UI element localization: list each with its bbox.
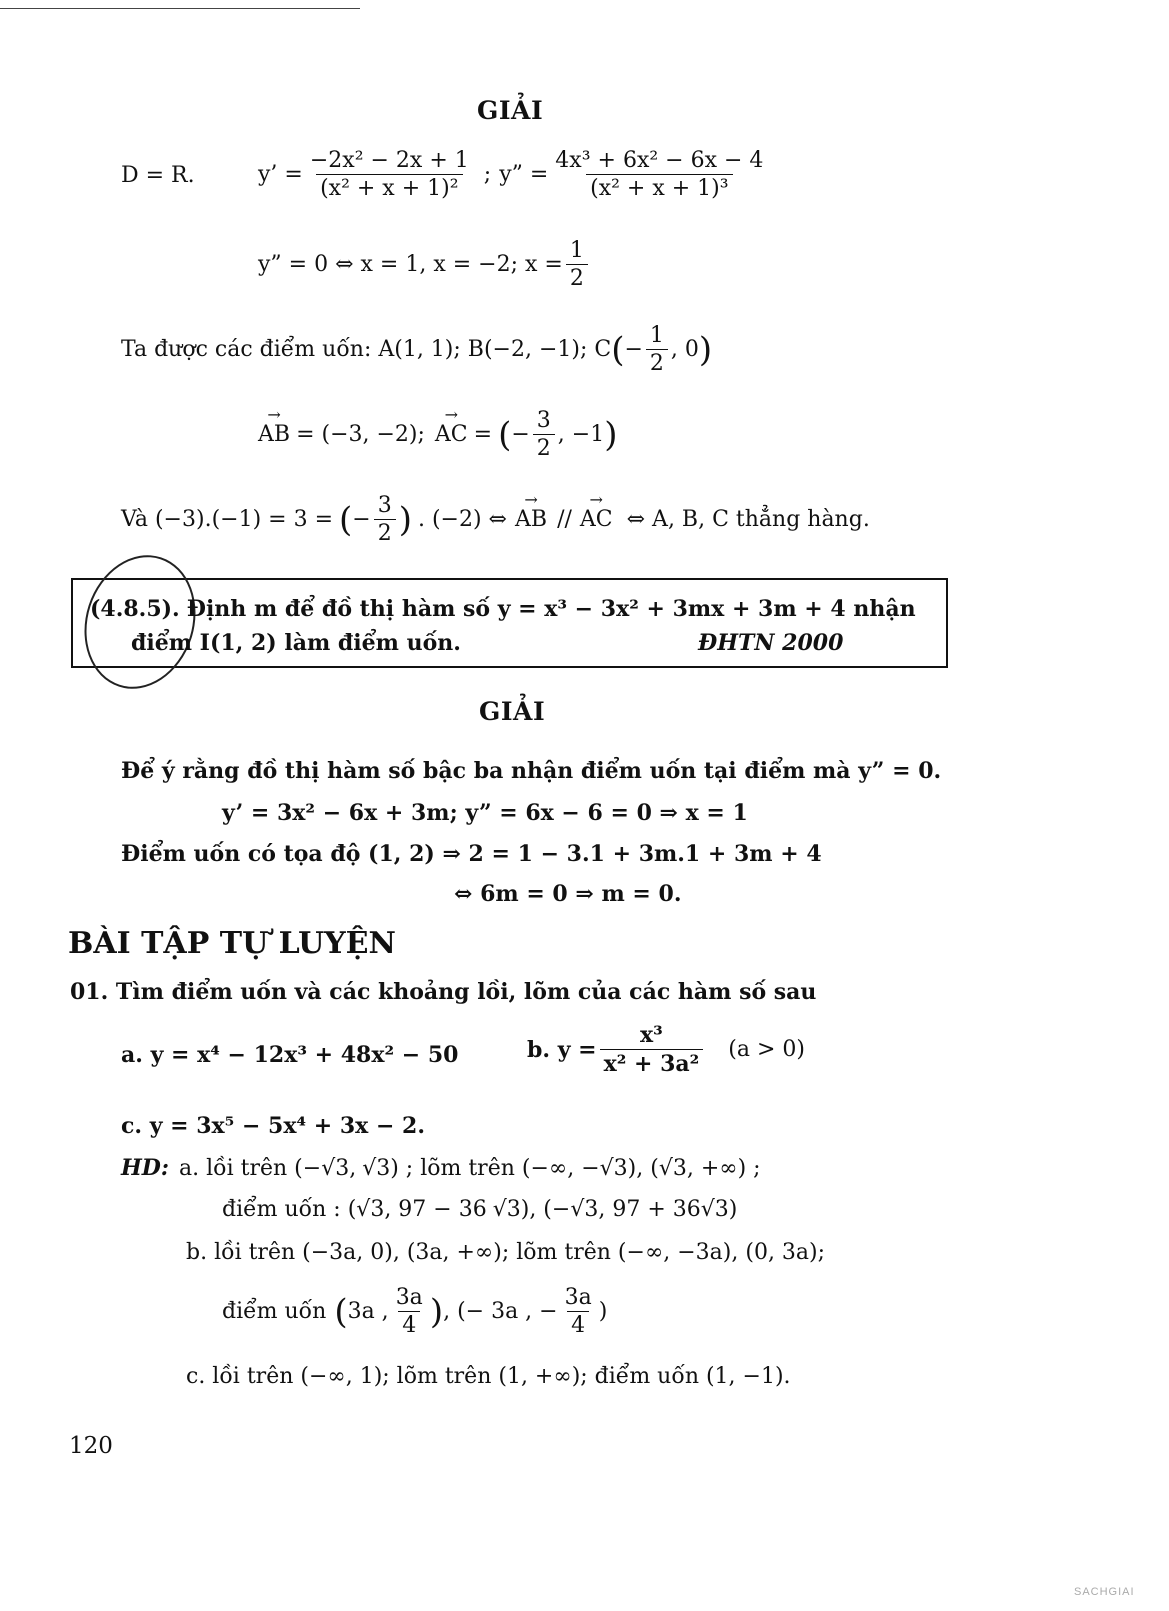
- hint-a1-end: , +∞) ;: [686, 1155, 761, 1181]
- vector-ac-numerator: 3: [536, 408, 551, 433]
- hint-b2-end: ): [598, 1299, 608, 1324]
- vector-ab-value: = (−3, −2);: [296, 422, 425, 447]
- point-c-numerator: 1: [649, 323, 664, 348]
- root-denominator: 2: [566, 264, 588, 291]
- hint-a-line-1: [121, 1155, 761, 1181]
- ydouble-lhs: y” =: [499, 162, 549, 187]
- hint-b2-numerator-1: 3a: [395, 1285, 423, 1310]
- hint-a1-mid-2: ), (: [627, 1155, 659, 1181]
- conclusion-start: Và (−3).(−1) = 3 =: [121, 507, 334, 532]
- vector-ac: → AC: [580, 507, 613, 532]
- conclusion-denominator: 2: [374, 519, 396, 546]
- root-numerator: 1: [569, 238, 584, 263]
- exercise-b-fraction: [600, 1022, 704, 1077]
- problem-text-1: Định m để đồ thị hàm số y = x³ − 3x² + 3mx + 3m + 4 nhận: [186, 596, 916, 622]
- vector-ac: → AC: [435, 422, 468, 447]
- conclusion-sign: −: [352, 507, 371, 532]
- vector-ac-tail: , −1: [557, 422, 605, 447]
- hint-b2-fraction-2: [561, 1285, 596, 1338]
- problem-source: ĐHTN 2000: [698, 630, 844, 656]
- exercise-b-condition: (a > 0): [728, 1037, 805, 1062]
- ydouble-fraction: [551, 148, 767, 201]
- paren-open: (: [339, 499, 353, 540]
- paren-close: ): [698, 329, 713, 370]
- vectors-line: [258, 408, 617, 461]
- hint-a-line-2: [222, 1197, 737, 1222]
- solution-heading: GIẢI: [477, 96, 544, 125]
- sqrt-3: √3: [658, 1155, 687, 1181]
- vector-ac-fraction: [533, 408, 555, 461]
- paren-open: (: [334, 1291, 348, 1332]
- problem-line-1: [90, 596, 916, 622]
- top-rule: [0, 8, 360, 9]
- point-c-sign: −: [624, 337, 643, 362]
- watermark: SACHGIAI: [1074, 1586, 1135, 1598]
- sqrt-3: √3: [356, 1197, 385, 1222]
- exercise-b-numerator: x³: [640, 1022, 663, 1048]
- vector-ac-denominator: 2: [533, 434, 555, 461]
- yprime-denominator: (x² + x + 1)²: [316, 174, 462, 201]
- hint-a2-end: ): [728, 1197, 738, 1222]
- solution-line-1: Để ý rằng đồ thị hàm số bậc ba nhận điểm uốn tại điểm mà y” = 0.: [121, 758, 942, 784]
- conclusion-fraction: [374, 493, 396, 546]
- paren-close: ): [604, 414, 618, 455]
- hint-b2-denominator-1: 4: [398, 1311, 420, 1338]
- solution-line-3: Điểm uốn có tọa độ (1, 2) ⇒ 2 = 1 − 3.1 + 3m.1 + 3m + 4: [121, 841, 822, 867]
- vector-ab: → AB: [515, 507, 547, 532]
- hint-a1-sep: ,: [349, 1155, 357, 1181]
- paren-open: (: [498, 414, 512, 455]
- hint-label: HD:: [121, 1155, 169, 1181]
- hint-a2-mid-3: , 97 + 36: [598, 1197, 701, 1222]
- yprime-numerator: −2x² − 2x + 1: [309, 148, 469, 173]
- hint-b2-fraction-1: [392, 1285, 427, 1338]
- sqrt-3: √3: [321, 1155, 350, 1181]
- paren-open: (: [611, 329, 625, 370]
- hint-a2-mid-2: ), (−: [520, 1197, 571, 1222]
- point-c-denominator: 2: [646, 349, 668, 376]
- hint-b2-mid: , (− 3a , −: [443, 1299, 558, 1324]
- yprime-lhs: y’ =: [258, 162, 303, 187]
- roots-text: y” = 0 ⇔ x = 1, x = −2; x =: [258, 252, 563, 277]
- inflection-points-line: [121, 323, 712, 376]
- hint-b-line-2: [222, 1285, 607, 1338]
- ydouble-numerator: 4x³ + 6x² − 6x − 4: [555, 148, 764, 173]
- exercise-a: a. y = x⁴ − 12x³ + 48x² − 50: [121, 1042, 459, 1068]
- derivatives-line: [258, 148, 770, 201]
- hint-c-line: c. lồi trên (−∞, 1); lõm trên (1, +∞); điểm uốn (1, −1).: [186, 1364, 791, 1389]
- sqrt-3: √3: [492, 1197, 521, 1222]
- sqrt-3: √3: [570, 1197, 599, 1222]
- ydouble-denominator: (x² + x + 1)³: [586, 174, 732, 201]
- vector-ab: → AB: [258, 422, 290, 447]
- solution-line-4: ⇔ 6m = 0 ⇒ m = 0.: [454, 881, 682, 907]
- conclusion-line: [121, 493, 870, 546]
- sqrt-3: √3: [599, 1155, 628, 1181]
- exercise-question: 01. Tìm điểm uốn và các khoảng lồi, lõm của các hàm số sau: [70, 979, 817, 1005]
- paren-close: ): [429, 1291, 444, 1332]
- hint-b2-pre: điểm uốn: [222, 1299, 327, 1324]
- problem-text-2: điểm I(1, 2) làm điểm uốn.: [131, 630, 461, 656]
- exercises-title: BÀI TẬP TỰ LUYỆN: [68, 926, 396, 961]
- separator: ;: [483, 162, 492, 187]
- hint-b2-numerator-2: 3a: [564, 1285, 592, 1310]
- exercise-b-denominator: x² + 3a²: [600, 1049, 704, 1077]
- handwritten-circle: [68, 541, 213, 704]
- domain-text: D = R.: [121, 163, 195, 188]
- hint-a2-mid-1: , 97 − 36: [384, 1197, 487, 1222]
- yprime-fraction: [306, 148, 473, 201]
- conclusion-numerator: 3: [377, 493, 392, 518]
- conclusion-end: ⇔ A, B, C thẳng hàng.: [626, 507, 870, 532]
- sqrt-3: √3: [700, 1197, 729, 1222]
- paren-close: ): [398, 499, 412, 540]
- roots-line: [258, 238, 591, 291]
- solution-line-2: y’ = 3x² − 6x + 3m; y” = 6x − 6 = 0 ⇒ x = 1: [222, 800, 748, 826]
- conclusion-mid: . (−2) ⇔: [417, 507, 507, 532]
- exercise-c: c. y = 3x⁵ − 5x⁴ + 3x − 2.: [121, 1113, 426, 1139]
- problem-number: (4.8.5).: [90, 596, 180, 622]
- vector-ac-sign: −: [511, 422, 530, 447]
- exercise-b: [527, 1022, 805, 1077]
- point-c-tail: , 0: [670, 337, 699, 362]
- exercise-b-lhs: b. y =: [527, 1036, 597, 1063]
- hint-b2-denominator-2: 4: [567, 1311, 589, 1338]
- solution-heading: GIẢI: [479, 697, 546, 726]
- hint-b-line-1: b. lồi trên (−3a, 0), (3a, +∞); lõm trên (−∞, −3a), (0, 3a);: [186, 1240, 826, 1265]
- hint-b2-x: 3a ,: [347, 1299, 389, 1324]
- points-text: Ta được các điểm uốn: A(1, 1); B(−2, −1); C: [121, 337, 612, 362]
- hint-a2-pre: điểm uốn : (: [222, 1197, 357, 1222]
- point-c-fraction: [646, 323, 668, 376]
- hint-a1-pre: a. lồi trên (−: [179, 1155, 322, 1181]
- hint-a1-mid: ) ; lõm trên (−∞, −: [390, 1155, 600, 1181]
- parallel-symbol: //: [557, 507, 572, 532]
- page-number: 120: [69, 1433, 113, 1459]
- root-fraction: [566, 238, 588, 291]
- sqrt-3: √3: [362, 1155, 391, 1181]
- vector-ac-eq: =: [473, 422, 493, 447]
